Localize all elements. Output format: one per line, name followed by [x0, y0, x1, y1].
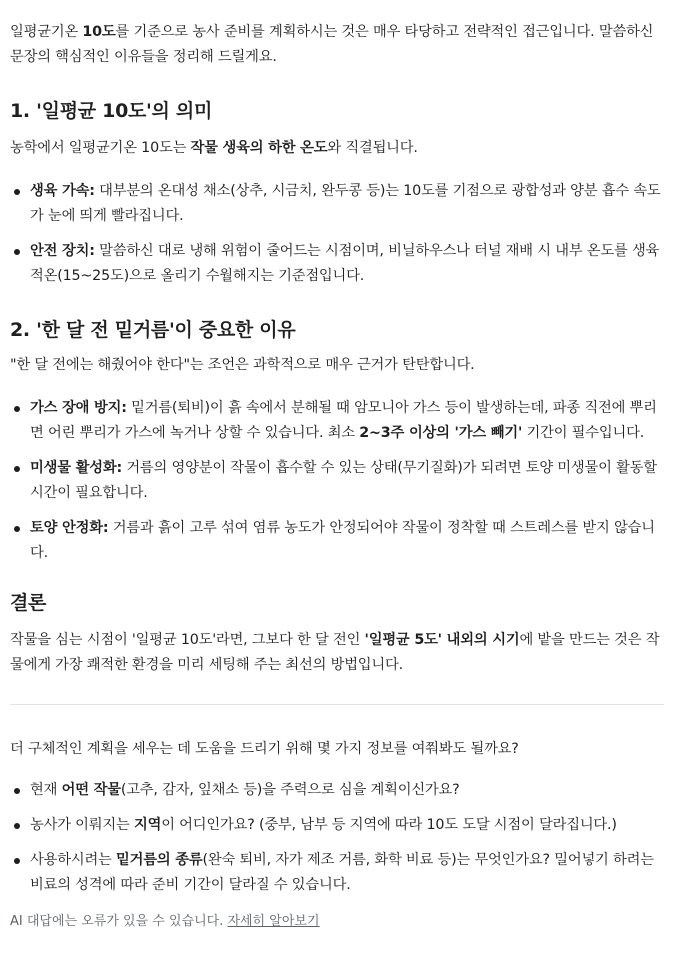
list-item	[10, 848, 664, 898]
bullet-label: 토양 안정화:	[30, 520, 109, 536]
section1-list	[10, 179, 664, 289]
section2-lead: "한 달 전에는 해줬어야 한다"는 조언은 과학적으로 매우 근거가 탄탄합니다.	[10, 357, 475, 373]
lead-text: 농학에서 일평균기온 10도는	[10, 140, 191, 156]
list-item	[10, 456, 664, 506]
bullet-bold: 2~3주 이상의 '가스 빼기'	[359, 425, 523, 441]
intro-text: 를 기준으로 농사 준비를 계획하시는 것은 매우 타당하고 전략적인 접근입니다. 말씀하신 문장의 핵심적인 이유들을 정리해 드릴게요.	[10, 24, 654, 65]
question-text: 사용하시려는	[30, 852, 117, 868]
conclusion-bold: '일평균 5도' 내외의 시기	[364, 632, 520, 648]
disclaimer-text: AI 대답에는 오류가 있을 수 있습니다.	[10, 914, 228, 929]
intro-paragraph	[10, 20, 664, 70]
lead-text: 와 직결됩니다.	[327, 140, 418, 156]
lead-bold: 작물 생육의 하한 온도	[190, 140, 328, 156]
conclusion-text: 에 밭을 만드는 것은 작물에게 가장 쾌적한 환경을 미리 세팅해 주는 최선의 방법입니다.	[10, 632, 660, 673]
bullet-label: 미생물 활성화:	[30, 460, 122, 476]
question-text: 농사가 이뤄지는	[30, 817, 134, 833]
intro-text: 일평균기온	[10, 24, 83, 40]
question-text: 이 어디인가요? (중부, 남부 등 지역에 따라 10도 도달 시점이 달라집니다.)	[161, 817, 617, 833]
question-bold: 어떤 작물	[61, 782, 121, 798]
bullet-text: 거름의 영양분이 작물이 흡수할 수 있는 상태(무기질화)가 되려면 토양 미생물이 활동할 시간이 필요합니다.	[30, 460, 657, 501]
question-text: 현재	[30, 782, 62, 798]
bullet-text: 말씀하신 대로 냉해 위험이 줄어드는 시점이며, 비닐하우스나 터널 재배 시 내부 온도를 생육 적온(15~25도)으로 올리기 수월해지는 기준점입니다.	[30, 243, 660, 284]
section1-lead	[10, 136, 664, 161]
list-item	[10, 516, 664, 566]
list-item	[10, 396, 664, 446]
followup-list	[10, 778, 664, 898]
question-bold: 지역	[133, 817, 162, 833]
learn-more-link[interactable]: 자세히 알아보기	[227, 914, 320, 929]
intro-bold: 10도	[82, 24, 116, 40]
disclaimer	[10, 912, 664, 932]
list-item	[10, 813, 664, 838]
question-text: (완숙 퇴비, 자가 제조 거름, 화학 비료 등)는 무엇인가요? 밀어넣기 하려는 비료의 성격에 따라 준비 기간이 달라질 수 있습니다.	[30, 852, 654, 893]
bullet-label: 가스 장애 방지:	[30, 400, 127, 416]
conclusion-paragraph	[10, 628, 664, 678]
question-bold: 밑거름의 종류	[116, 852, 203, 868]
section1-heading: 1. '일평균 10도'의 의미	[10, 100, 213, 122]
bullet-text: 대부분의 온대성 채소(상추, 시금치, 완두콩 등)는 10도를 기점으로 광합성과 양분 흡수 속도가 눈에 띄게 빨라집니다.	[30, 183, 661, 224]
bullet-text: 기간이 필수입니다.	[522, 425, 645, 441]
bullet-label: 안전 장치:	[30, 243, 95, 259]
section2-list	[10, 396, 664, 566]
conclusion-text: 작물을 심는 시점이 '일평균 10도'라면, 그보다 한 달 전인	[10, 632, 365, 648]
list-item	[10, 778, 664, 803]
bullet-text: 거름과 흙이 고루 섞여 염류 농도가 안정되어야 작물이 정착할 때 스트레스를 받지 않습니다.	[30, 520, 655, 561]
list-item	[10, 179, 664, 229]
section2-heading: 2. '한 달 전 밑거름'이 중요한 이유	[10, 319, 296, 341]
divider	[10, 704, 664, 705]
followup-question: 더 구체적인 계획을 세우는 데 도움을 드리기 위해 몇 가지 정보를 여쭤봐도 될까요?	[10, 741, 519, 757]
bullet-label: 생육 가속:	[30, 183, 95, 199]
bullet-text: 밑거름(퇴비)이 흙 속에서 분해될 때 암모니아 가스 등이 발생하는데, 파종 직전에 뿌리면 어린 뿌리가 가스에 녹거나 상할 수 있습니다. 최소	[30, 400, 657, 441]
list-item	[10, 239, 664, 289]
conclusion-heading: 결론	[10, 592, 47, 614]
question-text: (고추, 감자, 잎채소 등)을 주력으로 심을 계획이신가요?	[120, 782, 460, 798]
